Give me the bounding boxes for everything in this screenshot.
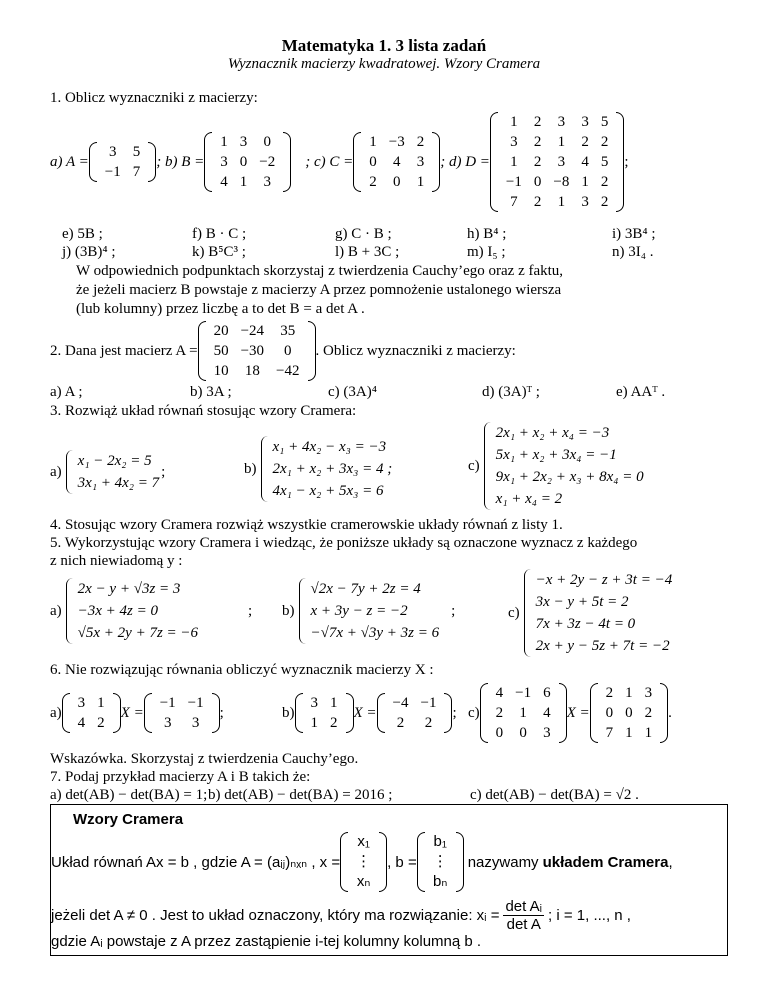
matrix-row: [363, 152, 430, 172]
matrix-cell: 2: [533, 114, 542, 130]
matrix-cell: 3: [191, 715, 200, 731]
matrix-cell: 2: [605, 685, 614, 701]
matrix-6c-right: [590, 683, 669, 743]
matrix-row: [500, 112, 614, 132]
matrix-cell: 5: [600, 154, 609, 170]
matrix-row: [600, 723, 659, 743]
matrix-row: [490, 683, 557, 703]
matrix-row: [305, 713, 344, 733]
matrix-cell: 5: [600, 114, 609, 130]
matrix-cell: 3: [557, 154, 566, 170]
matrix-row: [387, 713, 443, 733]
cramer-line-1-mid: , b =: [387, 853, 417, 871]
x-equals-6b: X =: [353, 704, 377, 721]
matrix-row: [600, 683, 659, 703]
task-6-heading: 6. Nie rozwiązując równania obliczyć wyznacznik macierzy X :: [50, 662, 434, 678]
task-2: [50, 318, 516, 384]
sep-6b: ;: [452, 704, 457, 721]
label-5b: b): [282, 602, 295, 619]
task-3c: [468, 420, 644, 512]
matrix-cell: ⋮: [356, 853, 372, 870]
task-6b: [282, 682, 457, 744]
matrix-row: [350, 852, 377, 872]
task-7a: a) det(AB) − det(BA) = 1;: [50, 787, 208, 803]
matrix-cell: 18: [244, 363, 260, 379]
matrix-cell: 0: [495, 725, 504, 741]
label-c: ; c) C =: [305, 153, 354, 170]
matrix-cell: −3: [388, 134, 405, 150]
matrix-cell: 1: [557, 134, 566, 150]
matrix-cell: 2: [600, 134, 609, 150]
matrix-cell: 1: [97, 695, 105, 711]
matrix-cell: 3: [263, 174, 271, 190]
frac-numerator: det Aᵢ: [505, 897, 543, 915]
matrix-row: [72, 693, 111, 713]
item-2a: a) A ;: [50, 384, 83, 400]
matrix-row: [99, 142, 146, 162]
sep-5b: ;: [451, 602, 456, 619]
matrix-cell: 4: [543, 705, 551, 721]
task-5a: [50, 575, 252, 647]
matrix-C: [353, 132, 440, 192]
matrix-6a-left: [62, 693, 121, 733]
matrix-cell: 1: [330, 695, 338, 711]
matrix-cell: 2: [644, 705, 653, 721]
label-5c: c): [508, 604, 520, 621]
matrix-cell: 4: [77, 715, 86, 731]
task-1-heading: 1. Oblicz wyznaczniki z macierzy:: [50, 90, 258, 106]
matrix-row: [208, 341, 306, 361]
end-semicolon: ;: [624, 153, 629, 170]
matrix-cell: −1: [515, 685, 532, 701]
task-5-line-1: 5. Wykorzystując wzory Cramera i wiedząc, że poniższe układy są oznaczone wyznacz z każdego: [50, 535, 638, 551]
matrix-cell: 3: [557, 114, 566, 130]
eq-5c-3: 7x + 3z − 4t = 0: [535, 616, 636, 632]
sep-5a: ;: [248, 602, 253, 619]
eq-3c-2: 5x₁ + x₂ + 3x₄ = −1: [495, 447, 617, 463]
task-3a: [50, 447, 165, 497]
matrix-cell: 35: [280, 323, 296, 339]
matrix-6b-right: [377, 693, 453, 733]
vector-x: [340, 832, 387, 892]
matrix-cell: x₁: [357, 833, 370, 850]
matrix-cell: 1: [510, 114, 518, 130]
matrix-A: [89, 142, 156, 182]
page-subtitle: Wyznacznik macierzy kwadratowej. Wzory Cramera: [227, 56, 541, 72]
item-h: h) B⁴ ;: [467, 226, 507, 242]
matrix-cell: −30: [240, 343, 265, 359]
matrix-cell: 4: [581, 154, 589, 170]
matrix-cell: 1: [239, 174, 248, 190]
matrix-cell: 4: [220, 174, 228, 190]
matrix-cell: 0: [519, 725, 527, 741]
task-7-heading: 7. Podaj przykład macierzy A i B takich że:: [50, 769, 311, 785]
item-2b: b) 3A ;: [190, 384, 232, 400]
eq-3a-1: x₁ − 2x₂ = 5: [77, 453, 152, 469]
matrix-row: [208, 361, 306, 381]
matrix-row: [490, 723, 557, 743]
matrix-cell: 1: [625, 685, 633, 701]
matrix-cell: 2: [533, 154, 542, 170]
eq-5b-2: x + 3y − z = −2: [310, 603, 408, 619]
matrix-cell: 3: [239, 134, 248, 150]
cramer-line-3: gdzie Aᵢ powstaje z A przez zastąpienie i-tej kolumny kolumną b .: [51, 933, 482, 950]
label-6b: b): [282, 704, 295, 721]
matrix-row: [154, 693, 210, 713]
label-3b: b): [244, 460, 257, 477]
matrix-cell: 2: [533, 194, 542, 210]
label-d: ; d) D =: [440, 153, 490, 170]
label-6c: c): [468, 704, 480, 721]
task-1-matrices: [50, 107, 629, 217]
matrix-cell: −1: [420, 695, 437, 711]
eq-3a-2: 3x₁ + 4x₂ = 7: [77, 475, 160, 491]
item-2d: d) (3A)ᵀ ;: [482, 384, 540, 400]
matrix-cell: 0: [392, 174, 401, 190]
matrix-cell: 0: [284, 343, 292, 359]
matrix-row: [490, 703, 557, 723]
task-7b: b) det(AB) − det(BA) = 2016 ;: [208, 787, 393, 803]
matrix-6b-left: [295, 693, 354, 733]
cramer-line-2-post: ; i = 1, ..., n ,: [548, 906, 631, 924]
eq-5a-1: 2x − y + √3z = 3: [77, 581, 181, 597]
matrix-row: [214, 152, 281, 172]
matrix-cell: 2: [495, 705, 504, 721]
label-3a: a): [50, 463, 62, 480]
matrix-row: [500, 192, 614, 212]
cramer-box-title: Wzory Cramera: [73, 811, 184, 828]
eq-5c-4: 2x + y − 5z + 7t = −2: [535, 638, 670, 654]
matrix-row: [154, 713, 210, 733]
matrix-row: [208, 321, 306, 341]
x-equals-6c: X =: [566, 704, 590, 721]
matrix-cell: 1: [581, 174, 589, 190]
label-5a: a): [50, 602, 62, 619]
item-g: g) C · B ;: [335, 226, 392, 242]
matrix-row: [305, 693, 344, 713]
matrix-row: [72, 713, 111, 733]
matrix-row: [363, 172, 430, 192]
eq-5c-2: 3x − y + 5t = 2: [535, 594, 629, 610]
matrix-cell: 4: [392, 154, 401, 170]
matrix-cell: 0: [239, 154, 248, 170]
matrix-cell: −42: [276, 363, 300, 379]
matrix-cell: 6: [543, 685, 551, 701]
cramer-line-2: [51, 895, 631, 935]
matrix-cell: 2: [97, 715, 105, 731]
label-3c: c): [468, 457, 480, 474]
task-3b: [244, 436, 392, 502]
matrix-B: [204, 132, 291, 192]
matrix-cell: 2: [600, 174, 609, 190]
matrix-row: [214, 132, 281, 152]
cramer-comma: ,: [668, 853, 673, 871]
cramer-bold: układem Cramera: [542, 853, 669, 871]
item-j: j) (3B)⁴ ;: [62, 244, 116, 260]
hint: Wskazówka. Skorzystaj z twierdzenia Cauchy’ego.: [50, 751, 359, 767]
matrix-cell: 2: [533, 134, 542, 150]
task-5b: [282, 575, 455, 647]
eq-3b-2: 2x₁ + x₂ + 3x₃ = 4 ;: [272, 461, 393, 477]
matrix-row: [350, 872, 377, 892]
matrix-cell: 1: [519, 705, 527, 721]
eq-5b-3: −√7x + √3y + 3z = 6: [310, 625, 440, 641]
matrix-cell: 2: [330, 715, 338, 731]
matrix-cell: 3: [416, 154, 425, 170]
label-6a: a): [50, 704, 62, 721]
cramer-fraction: [503, 898, 544, 933]
frac-denominator: det A: [506, 915, 541, 933]
matrix-6a-right: [144, 693, 220, 733]
matrix-cell: −24: [240, 323, 265, 339]
matrix-row: [387, 693, 443, 713]
matrix-cell: 20: [213, 323, 229, 339]
eq-3b-3: 4x₁ − x₂ + 5x₃ = 6: [272, 483, 384, 499]
cramer-line-1-pre: Układ równań Ax = b , gdzie A = (aᵢⱼ)ₙₓₙ , x =: [51, 854, 341, 871]
matrix-cell: 7: [605, 725, 614, 741]
matrix-cell: −1: [505, 174, 522, 190]
matrix-cell: −2: [259, 154, 276, 170]
matrix-cell: −8: [553, 174, 570, 190]
item-m: m) I₅ ;: [467, 244, 506, 260]
matrix-cell: 50: [213, 343, 229, 359]
matrix-cell: 0: [263, 134, 271, 150]
end-6c: .: [668, 704, 672, 721]
matrix-row: [500, 172, 614, 192]
label-a: a) A =: [50, 153, 89, 170]
matrix-cell: 1: [220, 134, 228, 150]
eq-3c-4: x₁ + x₄ = 2: [495, 491, 563, 507]
task-2-pre: 2. Dana jest macierz A =: [50, 342, 198, 359]
eq-3c-3: 9x₁ + 2x₂ + x₃ + 8x₄ = 0: [495, 469, 644, 485]
matrix-cell: 3: [543, 725, 551, 741]
matrix-cell: 2: [396, 715, 405, 731]
matrix-cell: 1: [557, 194, 566, 210]
matrix-cell: 1: [644, 725, 653, 741]
matrix-row: [214, 172, 281, 192]
matrix-cell: 1: [369, 134, 377, 150]
matrix-row: [99, 162, 146, 182]
matrix-cell: b₁: [433, 833, 447, 850]
item-f: f) B · C ;: [192, 226, 247, 242]
matrix-cell: 3: [644, 685, 653, 701]
matrix-cell: 2: [600, 194, 609, 210]
matrix-cell: 1: [310, 715, 318, 731]
matrix-row: [500, 132, 614, 152]
matrix-cell: −1: [159, 695, 176, 711]
matrix-cell: 1: [416, 174, 425, 190]
matrix-cell: −1: [187, 695, 204, 711]
task-6a: a) 3 1 4 2 X = −1 −1 3 3 ;: [50, 695, 224, 731]
matrix-cell: 3: [77, 695, 86, 711]
task-1-note-3: (lub kolumny) przez liczbę a to det B = a det A .: [76, 301, 365, 317]
eq-5a-3: √5x + 2y + 7z = −6: [77, 625, 199, 641]
sep-3a: ;: [161, 463, 166, 480]
eq-3c-1: 2x₁ + x₂ + x₄ = −3: [495, 425, 610, 441]
matrix-cell: 3: [310, 695, 318, 711]
cramer-box: [50, 804, 728, 956]
matrix-cell: 7: [132, 164, 141, 180]
matrix-cell: −4: [392, 695, 409, 711]
matrix-cell: 2: [581, 134, 589, 150]
matrix-cell: 0: [369, 154, 377, 170]
matrix-cell: 3: [220, 154, 228, 170]
task-1-note-1: W odpowiednich podpunktach skorzystaj z twierdzenia Cauchy’ego oraz z faktu,: [76, 263, 564, 279]
task-5c: [508, 566, 672, 660]
matrix-cell: 0: [533, 174, 542, 190]
matrix-cell: 1: [625, 725, 633, 741]
item-e: e) 5B ;: [62, 226, 103, 242]
matrix-A2: [198, 321, 316, 381]
eq-5c-1: −x + 2y − z + 3t = −4: [535, 572, 673, 588]
eq-3b-1: x₁ + 4x₂ − x₃ = −3: [272, 439, 387, 455]
item-i: i) 3B⁴ ;: [612, 226, 656, 242]
matrix-cell: 3: [510, 134, 518, 150]
matrix-cell: 3: [163, 715, 172, 731]
vector-b: [417, 832, 464, 892]
label-b: ; b) B =: [156, 153, 205, 170]
item-n: n) 3I₄ .: [612, 244, 654, 260]
matrix-cell: 2: [416, 134, 425, 150]
item-2e: e) AAᵀ .: [616, 384, 666, 400]
page-title: Matematyka 1. 3 lista zadań: [281, 36, 487, 55]
eq-5b-1: √2x − 7y + 2z = 4: [310, 581, 421, 597]
matrix-cell: 10: [213, 363, 229, 379]
matrix-cell: 3: [108, 144, 117, 160]
task-1-note-2: że jeżeli macierz B powstaje z macierzy A przez pomnożenie ustalonego wiersza: [76, 282, 562, 298]
matrix-cell: 1: [510, 154, 518, 170]
item-k: k) B⁵C³ ;: [192, 244, 246, 260]
matrix-cell: bₙ: [433, 873, 448, 890]
matrix-6c-left: [480, 683, 567, 743]
item-2c: c) (3A)⁴: [328, 384, 377, 400]
matrix-row: [427, 832, 454, 852]
cramer-line-2-pre: jeżeli det A ≠ 0 . Jest to układ oznaczony, który ma rozwiązanie: xᵢ =: [51, 906, 500, 924]
matrix-cell: 2: [369, 174, 377, 190]
item-l: l) B + 3C ;: [335, 244, 400, 260]
matrix-cell: 3: [581, 194, 589, 210]
matrix-cell: 4: [495, 685, 504, 701]
matrix-cell: ⋮: [432, 853, 448, 870]
sep-6a: ;: [219, 704, 224, 721]
cramer-line-1: [51, 829, 673, 895]
matrix-row: [500, 152, 614, 172]
matrix-row: [427, 852, 454, 872]
task-5-line-2: z nich niewiadomą y :: [50, 553, 183, 569]
matrix-cell: 3: [581, 114, 589, 130]
matrix-row: [350, 832, 377, 852]
matrix-row: [600, 703, 659, 723]
task-4: 4. Stosując wzory Cramera rozwiąż wszystkie cramerowskie układy równań z listy 1.: [50, 517, 563, 533]
matrix-cell: −1: [104, 164, 121, 180]
matrix-row: [427, 872, 454, 892]
task-7c: c) det(AB) − det(BA) = √2 .: [470, 787, 639, 803]
matrix-cell: 7: [510, 194, 518, 210]
matrix-cell: xₙ: [356, 873, 371, 890]
matrix-cell: 0: [625, 705, 633, 721]
matrix-D: [490, 112, 624, 212]
matrix-cell: 2: [424, 715, 433, 731]
matrix-cell: 0: [605, 705, 614, 721]
matrix-cell: 5: [132, 144, 141, 160]
cramer-line-1-post: nazywamy: [467, 853, 539, 871]
eq-5a-2: −3x + 4z = 0: [77, 603, 159, 619]
task-2-post: . Oblicz wyznaczniki z macierzy:: [315, 342, 516, 359]
matrix-row: [363, 132, 430, 152]
task-3-heading: 3. Rozwiąż układ równań stosując wzory Cramera:: [50, 403, 357, 419]
task-6c: [468, 680, 672, 746]
